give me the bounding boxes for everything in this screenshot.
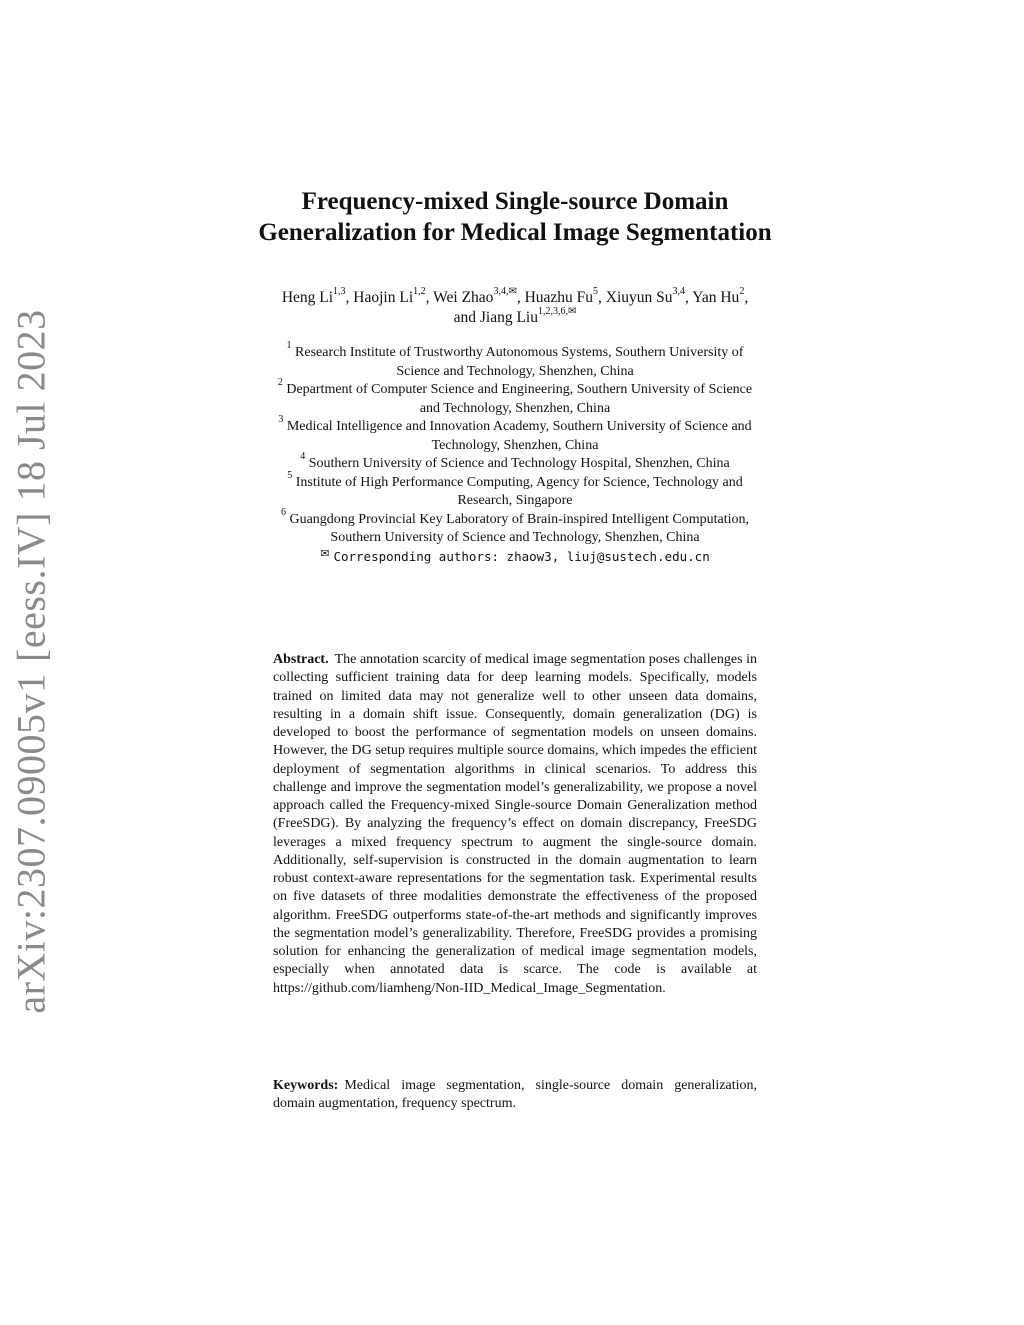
author-line-1: Heng Li$^{1,3}$, Haojin Li$^{1,2}$, Wei Zhao$^{3,4,✉}$, Huazhu Fu$^5$, Xiuyun Su$^{3,4}$, Yan Hu$^2$, <box>281 285 749 306</box>
author-affil-sup: 1,2,3,6,✉ <box>538 305 577 317</box>
author-name: Huazhu Fu <box>524 289 594 306</box>
arxiv-side-stamp <box>2 308 60 1014</box>
affiliation-4: $^4$ Southern University of Science and Technology Hospital, Shenzhen, China <box>300 451 730 471</box>
affiliation-list <box>210 340 820 567</box>
author-line-2: and Jiang Liu$^{1,2,3,6,✉}$ <box>453 305 577 326</box>
author-affil-sup: 2 <box>739 285 745 297</box>
affiliation-5-cont: Research, Singapore <box>457 493 573 508</box>
abstract-label: Abstract. <box>273 652 329 667</box>
title-line-1: Frequency-mixed Single-source Domain <box>301 188 729 215</box>
envelope-icon: ✉ <box>320 547 330 560</box>
affiliation-6-cont: Southern University of Science and Technology, Shenzhen, China <box>330 530 700 545</box>
author-name: Haojin Li <box>353 289 414 306</box>
author-affil-sup: 1,3 <box>333 285 346 297</box>
keywords <box>273 1077 757 1114</box>
affiliation-6: $^6$ Guangdong Provincial Key Laboratory of Brain-inspired Intelligent Computation, <box>280 506 750 527</box>
affiliation-2-cont: and Technology, Shenzhen, China <box>419 400 611 416</box>
keywords-text: Medical image segmentation, single-source domain generalization, domain augmentation, frequency spectrum. <box>273 1078 757 1112</box>
affiliation-3-cont: Technology, Shenzhen, China <box>431 437 599 453</box>
abstract-text: The annotation scarcity of medical image segmentation poses challenges in collecting sufficient training data for deep learning models. Specifically, models trained on limited data may not generalize well to other unseen data domains, resulting in a domain shift issue. Consequently, domain generalization (DG) is developed to boost the performance of segmentation models on unseen domains. However, the DG setup requires multiple source domains, which impedes the efficient deployment of segmentation algorithms in clinical scenarios. To address this challenge and improve the segmentation model’s generalizability, we propose a novel approach called the Frequency-mixed Single-source Domain Generalization method (FreeSDG). By analyzing the frequency’s effect on domain discrepancy, FreeSDG leverages a mixed frequency spectrum to augment the single-source domain. Additionally, self-supervision is constructed in the domain augmentation to learn robust context-aware representations for the segmentation task. Experimental results on five datasets of three modalities demonstrate the effectiveness of the proposed algorithm. FreeSDG outperforms state-of-the-art methods and significantly improves the segmentation model’s generalizability. Therefore, FreeSDG provides a promising solution for enhancing the generalization of medical image segmentation models, especially when annotated data is scarce. The code is available at https://github.com/liamheng/Non-IID_Medical_Image_Segmentation. <box>273 652 757 996</box>
corresponding-text: Corresponding authors: zhaow3, liuj@sustech.edu.cn <box>333 548 710 564</box>
author-affil-sup: 3,4,✉ <box>493 285 517 297</box>
author-affil-sup: 1,2 <box>413 285 426 297</box>
paper-title <box>150 186 880 248</box>
arxiv-id-label: arXiv:2307.09005v1 [eess.IV] 18 Jul 2023 <box>8 308 54 1014</box>
author-list <box>150 285 880 328</box>
author-affil-sup: 5 <box>593 285 599 297</box>
author-affil-sup: 3,4 <box>672 285 686 297</box>
title-line-2: Generalization for Medical Image Segmentation <box>258 219 772 246</box>
affiliation-3: $^3$ Medical Intelligence and Innovation Academy, Southern University of Science and <box>278 414 752 434</box>
affiliation-2: $^2$ Department of Computer Science and Engineering, Southern University of Science <box>277 377 753 397</box>
affiliation-5: $^5$ Institute of High Performance Computing, Agency for Science, Technology and <box>287 469 743 490</box>
affiliation-1: $^1$ Research Institute of Trustworthy Autonomous Systems, Southern University of <box>286 340 744 360</box>
affiliation-1-cont: Science and Technology, Shenzhen, China <box>396 363 634 379</box>
author-name: Wei Zhao <box>433 289 494 306</box>
author-name: Heng Li <box>281 289 334 306</box>
corresponding-authors <box>210 548 820 568</box>
keywords-label: Keywords: <box>273 1078 339 1093</box>
author-name: Yan Hu <box>692 289 740 306</box>
abstract <box>273 651 757 998</box>
author-name: Xiuyun Su <box>605 289 673 306</box>
author-name: Jiang Liu <box>479 309 538 326</box>
